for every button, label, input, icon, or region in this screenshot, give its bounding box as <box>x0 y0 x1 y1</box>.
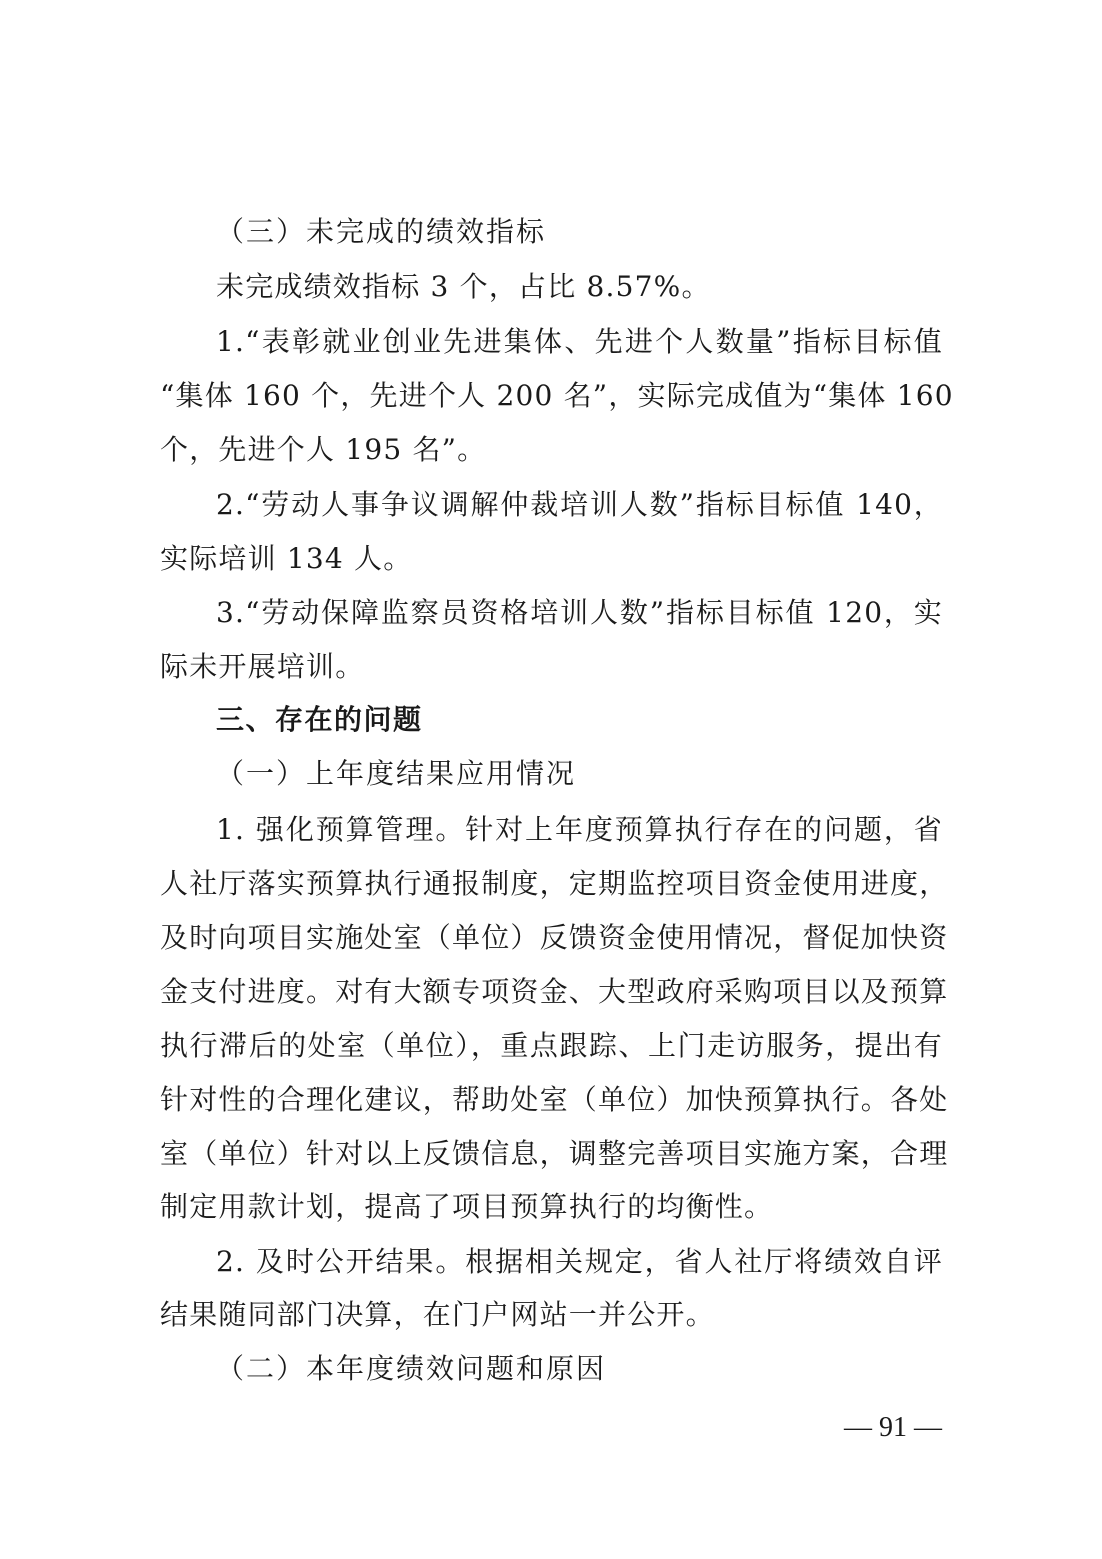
unfinished-item-1-line-1: 1.“表彰就业创业先进集体、先进个人数量”指标目标值 <box>216 325 943 358</box>
subsection-heading-previous-year: （一）上年度结果应用情况 <box>216 757 577 790</box>
unfinished-summary: 未完成绩效指标 3 个，占比 8.57%。 <box>216 270 711 303</box>
subsection-heading-current-year: （二）本年度绩效问题和原因 <box>216 1352 607 1385</box>
prev-year-item-1-line-6: 针对性的合理化建议，帮助处室（单位）加快预算执行。各处 <box>160 1083 949 1116</box>
prev-year-item-1-line-5: 执行滞后的处室（单位），重点跟踪、上门走访服务，提出有 <box>160 1029 943 1062</box>
prev-year-item-1-line-7: 室（单位）针对以上反馈信息，调整完善项目实施方案，合理 <box>160 1137 949 1170</box>
unfinished-item-3-line-1: 3.“劳动保障监察员资格培训人数”指标目标值 120，实 <box>216 596 943 629</box>
prev-year-item-1-line-3: 及时向项目实施处室（单位）反馈资金使用情况，督促加快资 <box>160 921 949 954</box>
unfinished-item-1-line-3: 个，先进个人 195 名”。 <box>160 433 487 466</box>
section-heading-problems: 三、存在的问题 <box>216 703 423 736</box>
unfinished-item-3-line-2: 际未开展培训。 <box>160 650 365 683</box>
unfinished-item-1-line-2: “集体 160 个，先进个人 200 名”，实际完成值为“集体 160 <box>160 379 954 412</box>
prev-year-item-1-line-8: 制定用款计划，提高了项目预算执行的均衡性。 <box>160 1190 774 1223</box>
unfinished-item-2-line-2: 实际培训 134 人。 <box>160 542 413 575</box>
prev-year-item-2-line-2: 结果随同部门决算，在门户网站一并公开。 <box>160 1298 715 1331</box>
prev-year-item-1-line-4: 金支付进度。对有大额专项资金、大型政府采购项目以及预算 <box>160 975 949 1008</box>
prev-year-item-1-line-2: 人社厅落实预算执行通报制度，定期监控项目资金使用进度， <box>160 867 949 900</box>
prev-year-item-1-line-1: 1. 强化预算管理。针对上年度预算执行存在的问题，省 <box>216 813 943 846</box>
unfinished-item-2-line-1: 2.“劳动人事争议调解仲裁培训人数”指标目标值 140， <box>216 488 943 521</box>
subsection-heading-unfinished-indicators: （三）未完成的绩效指标 <box>216 215 547 248</box>
prev-year-item-2-line-1: 2. 及时公开结果。根据相关规定，省人社厅将绩效自评 <box>216 1245 943 1278</box>
page-number: — 91 — <box>844 1412 942 1443</box>
